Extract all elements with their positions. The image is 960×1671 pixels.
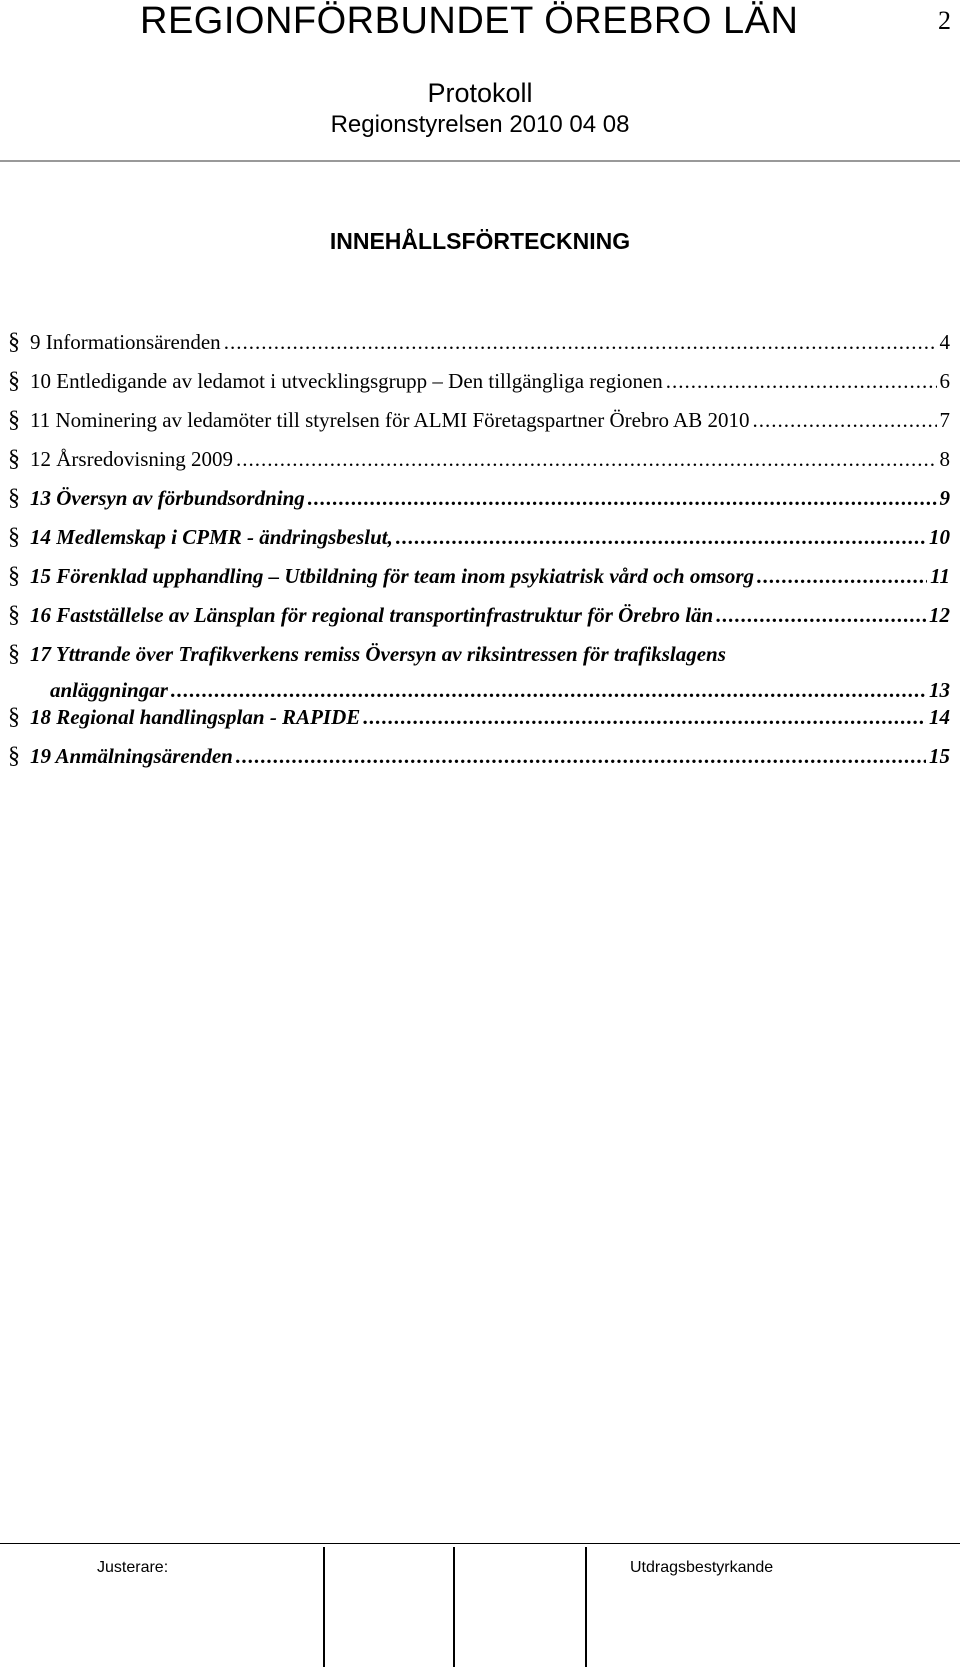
toc-entry[interactable] (8, 402, 950, 438)
header-divider (0, 160, 960, 162)
toc-entry-page: 14 (929, 705, 950, 729)
toc-entry-text: 19 Anmälningsärenden (30, 744, 233, 768)
toc-entry[interactable] (8, 597, 950, 633)
toc-entry-page: 7 (939, 408, 950, 432)
toc-entry-text: 14 Medlemskap i CPMR - ändringsbeslut, (30, 525, 393, 549)
dot-leader (396, 519, 926, 555)
toc-entry[interactable] (8, 636, 950, 708)
toc-entry-page: 10 (929, 525, 950, 549)
dot-leader (308, 480, 937, 516)
toc-title: INNEHÅLLSFÖRTECKNING (329, 228, 631, 254)
section-icon: § (8, 329, 20, 355)
section-icon: § (8, 563, 20, 589)
toc-entry[interactable] (8, 480, 950, 516)
section-icon: § (8, 485, 20, 511)
toc-entry-page: 12 (929, 603, 950, 627)
dot-leader (236, 738, 926, 774)
toc-entry-page: 6 (939, 369, 950, 393)
dot-leader (716, 597, 926, 633)
section-icon: § (8, 446, 20, 472)
dot-leader (666, 363, 937, 399)
meeting-title: Regionstyrelsen 2010 04 08 (330, 111, 630, 138)
section-icon: § (8, 743, 20, 769)
section-icon: § (8, 524, 20, 550)
signature-divider (585, 1547, 587, 1667)
dot-leader (224, 324, 937, 360)
signature-divider (453, 1547, 455, 1667)
page-number: 2 (938, 6, 951, 35)
section-icon: § (8, 368, 20, 394)
toc-entry-text: 10 Entledigande av ledamot i utvecklingsgrupp – Den tillgängliga regionen (30, 369, 663, 393)
toc-entry-text-continued: anläggningar (50, 678, 168, 702)
document-type: Protokoll (427, 78, 533, 108)
toc-entry-page: 11 (930, 564, 950, 588)
utdragsbestyrkande-label: Utdragsbestyrkande (630, 1559, 774, 1576)
toc-entry-text: 9 Informationsärenden (30, 330, 221, 354)
toc-entry-text: 11 Nominering av ledamöter till styrelsen för ALMI Företagspartner Örebro AB 2010 (30, 408, 750, 432)
toc-entry-text: 12 Årsredovisning 2009 (30, 447, 233, 471)
toc-entry-text: 17 Yttrande över Trafikverkens remiss Översyn av riksintressen för trafikslagens (30, 642, 726, 666)
organization-title: REGIONFÖRBUNDET ÖREBRO LÄN (140, 0, 799, 42)
justerare-label: Justerare: (97, 1559, 169, 1576)
signature-divider (323, 1547, 325, 1667)
toc-entry-page: 15 (929, 744, 950, 768)
toc-entry-page: 8 (939, 447, 950, 471)
toc-entry[interactable] (8, 441, 950, 477)
dot-leader (757, 558, 927, 594)
toc-entry[interactable] (8, 558, 950, 594)
toc-entry-page: 13 (929, 678, 950, 702)
toc-entry[interactable] (8, 738, 950, 774)
section-icon: § (8, 704, 20, 730)
toc-entry-page: 4 (939, 330, 950, 354)
footer-divider (0, 1543, 960, 1544)
section-icon: § (8, 407, 20, 433)
dot-leader (752, 402, 936, 438)
toc-entry[interactable] (8, 324, 950, 360)
section-icon: § (8, 641, 20, 667)
toc-entry[interactable] (8, 519, 950, 555)
toc-entry[interactable] (8, 699, 950, 735)
dot-leader (363, 699, 926, 735)
toc-entry-text: 15 Förenklad upphandling – Utbildning för team inom psykiatrisk vård och omsorg (30, 564, 755, 588)
toc-entry-text: 13 Översyn av förbundsordning (30, 486, 305, 510)
section-icon: § (8, 602, 20, 628)
dot-leader (236, 441, 937, 477)
toc-entry-page: 9 (939, 486, 950, 510)
toc-entry-text: 18 Regional handlingsplan - RAPIDE (30, 705, 361, 729)
toc-entry-text: 16 Fastställelse av Länsplan för regional transportinfrastruktur för Örebro län (30, 603, 714, 627)
toc-entry[interactable] (8, 363, 950, 399)
